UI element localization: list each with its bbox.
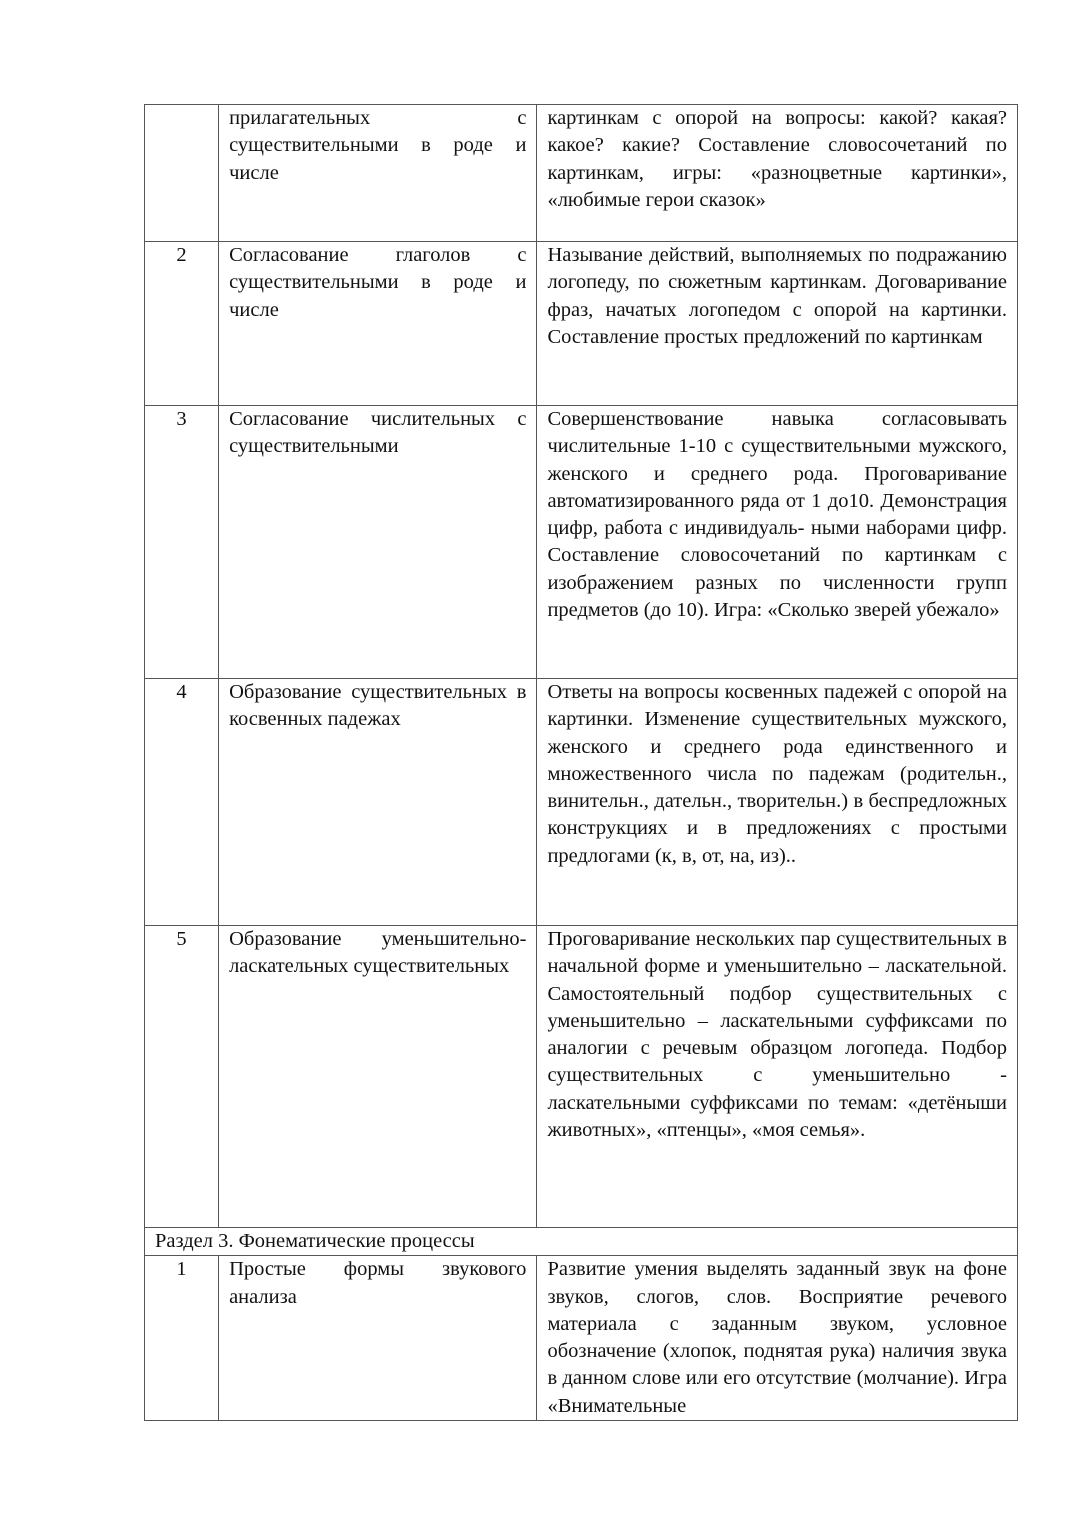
section-row (145, 1228, 1018, 1256)
table-row (145, 105, 1018, 242)
row-number: 5 (145, 926, 219, 1228)
row-content: картинкам с опорой на вопросы: какой? какая? какое? какие? Составление словосочетаний по картинкам, игры: «разноцветные картинки», «любимые герои сказок» (537, 105, 1018, 242)
row-content: Ответы на вопросы косвенных падежей с опорой на картинки. Изменение существительных мужского, женского и среднего рода единственного и множественного числа по падежам (родительн., винительн., дательн., творительн.) в беспредложных конструкциях и в предложениях с простыми предлогами (к, в, от, на, из).. (537, 679, 1018, 926)
row-topic: Согласование глаголов с существительными в роде и числе (219, 242, 537, 406)
row-topic: Простые формы звукового анализа (219, 1256, 537, 1421)
row-number: 1 (145, 1256, 219, 1421)
row-content: Развитие умения выделять заданный звук на фоне звуков, слогов, слов. Восприятие речевого материала с заданным звуком, условное обозначение (хлопок, поднятая рука) наличия звука в данном слове или его отсутствие (молчание). Игра «Внимательные (537, 1256, 1018, 1421)
row-topic: прилагательных с существительными в роде и числе (219, 105, 537, 242)
row-topic: Согласование числительных с существительными (219, 406, 537, 679)
section-title: Раздел 3. Фонематические процессы (145, 1228, 1018, 1256)
program-table (144, 104, 1018, 1421)
row-number: 4 (145, 679, 219, 926)
row-content: Называние действий, выполняемых по подражанию логопеду, по сюжетным картинкам. Договаривание фраз, начатых логопедом с опорой на картинки. Составление простых предложений по картинкам (537, 242, 1018, 406)
row-content: Проговаривание нескольких пар существительных в начальной форме и уменьшительно – ласкательной. Самостоятельный подбор существительных с уменьшительно – ласкательными суффиксами по аналогии с речевым образцом логопеда. Подбор существительных с уменьшительно - ласкательными суффиксами по темам: «детёныши животных», «птенцы», «моя семья». (537, 926, 1018, 1228)
row-topic: Образование существительных в косвенных падежах (219, 679, 537, 926)
table-row (145, 406, 1018, 679)
table-row (145, 926, 1018, 1228)
row-number (145, 105, 219, 242)
table-row (145, 242, 1018, 406)
row-number: 3 (145, 406, 219, 679)
row-topic: Образование уменьшительно-ласкательных существительных (219, 926, 537, 1228)
row-content: Совершенствование навыка согласовывать числительные 1-10 с существительными мужского, женского и среднего рода. Проговаривание автоматизированного ряда от 1 до10. Демонстрация цифр, работа с индивидуаль- ными наборами цифр. Составление словосочетаний по картинкам с изображением разных по численности групп предметов (до 10). Игра: «Сколько зверей убежало» (537, 406, 1018, 679)
table-row (145, 1256, 1018, 1421)
row-number: 2 (145, 242, 219, 406)
table-row (145, 679, 1018, 926)
